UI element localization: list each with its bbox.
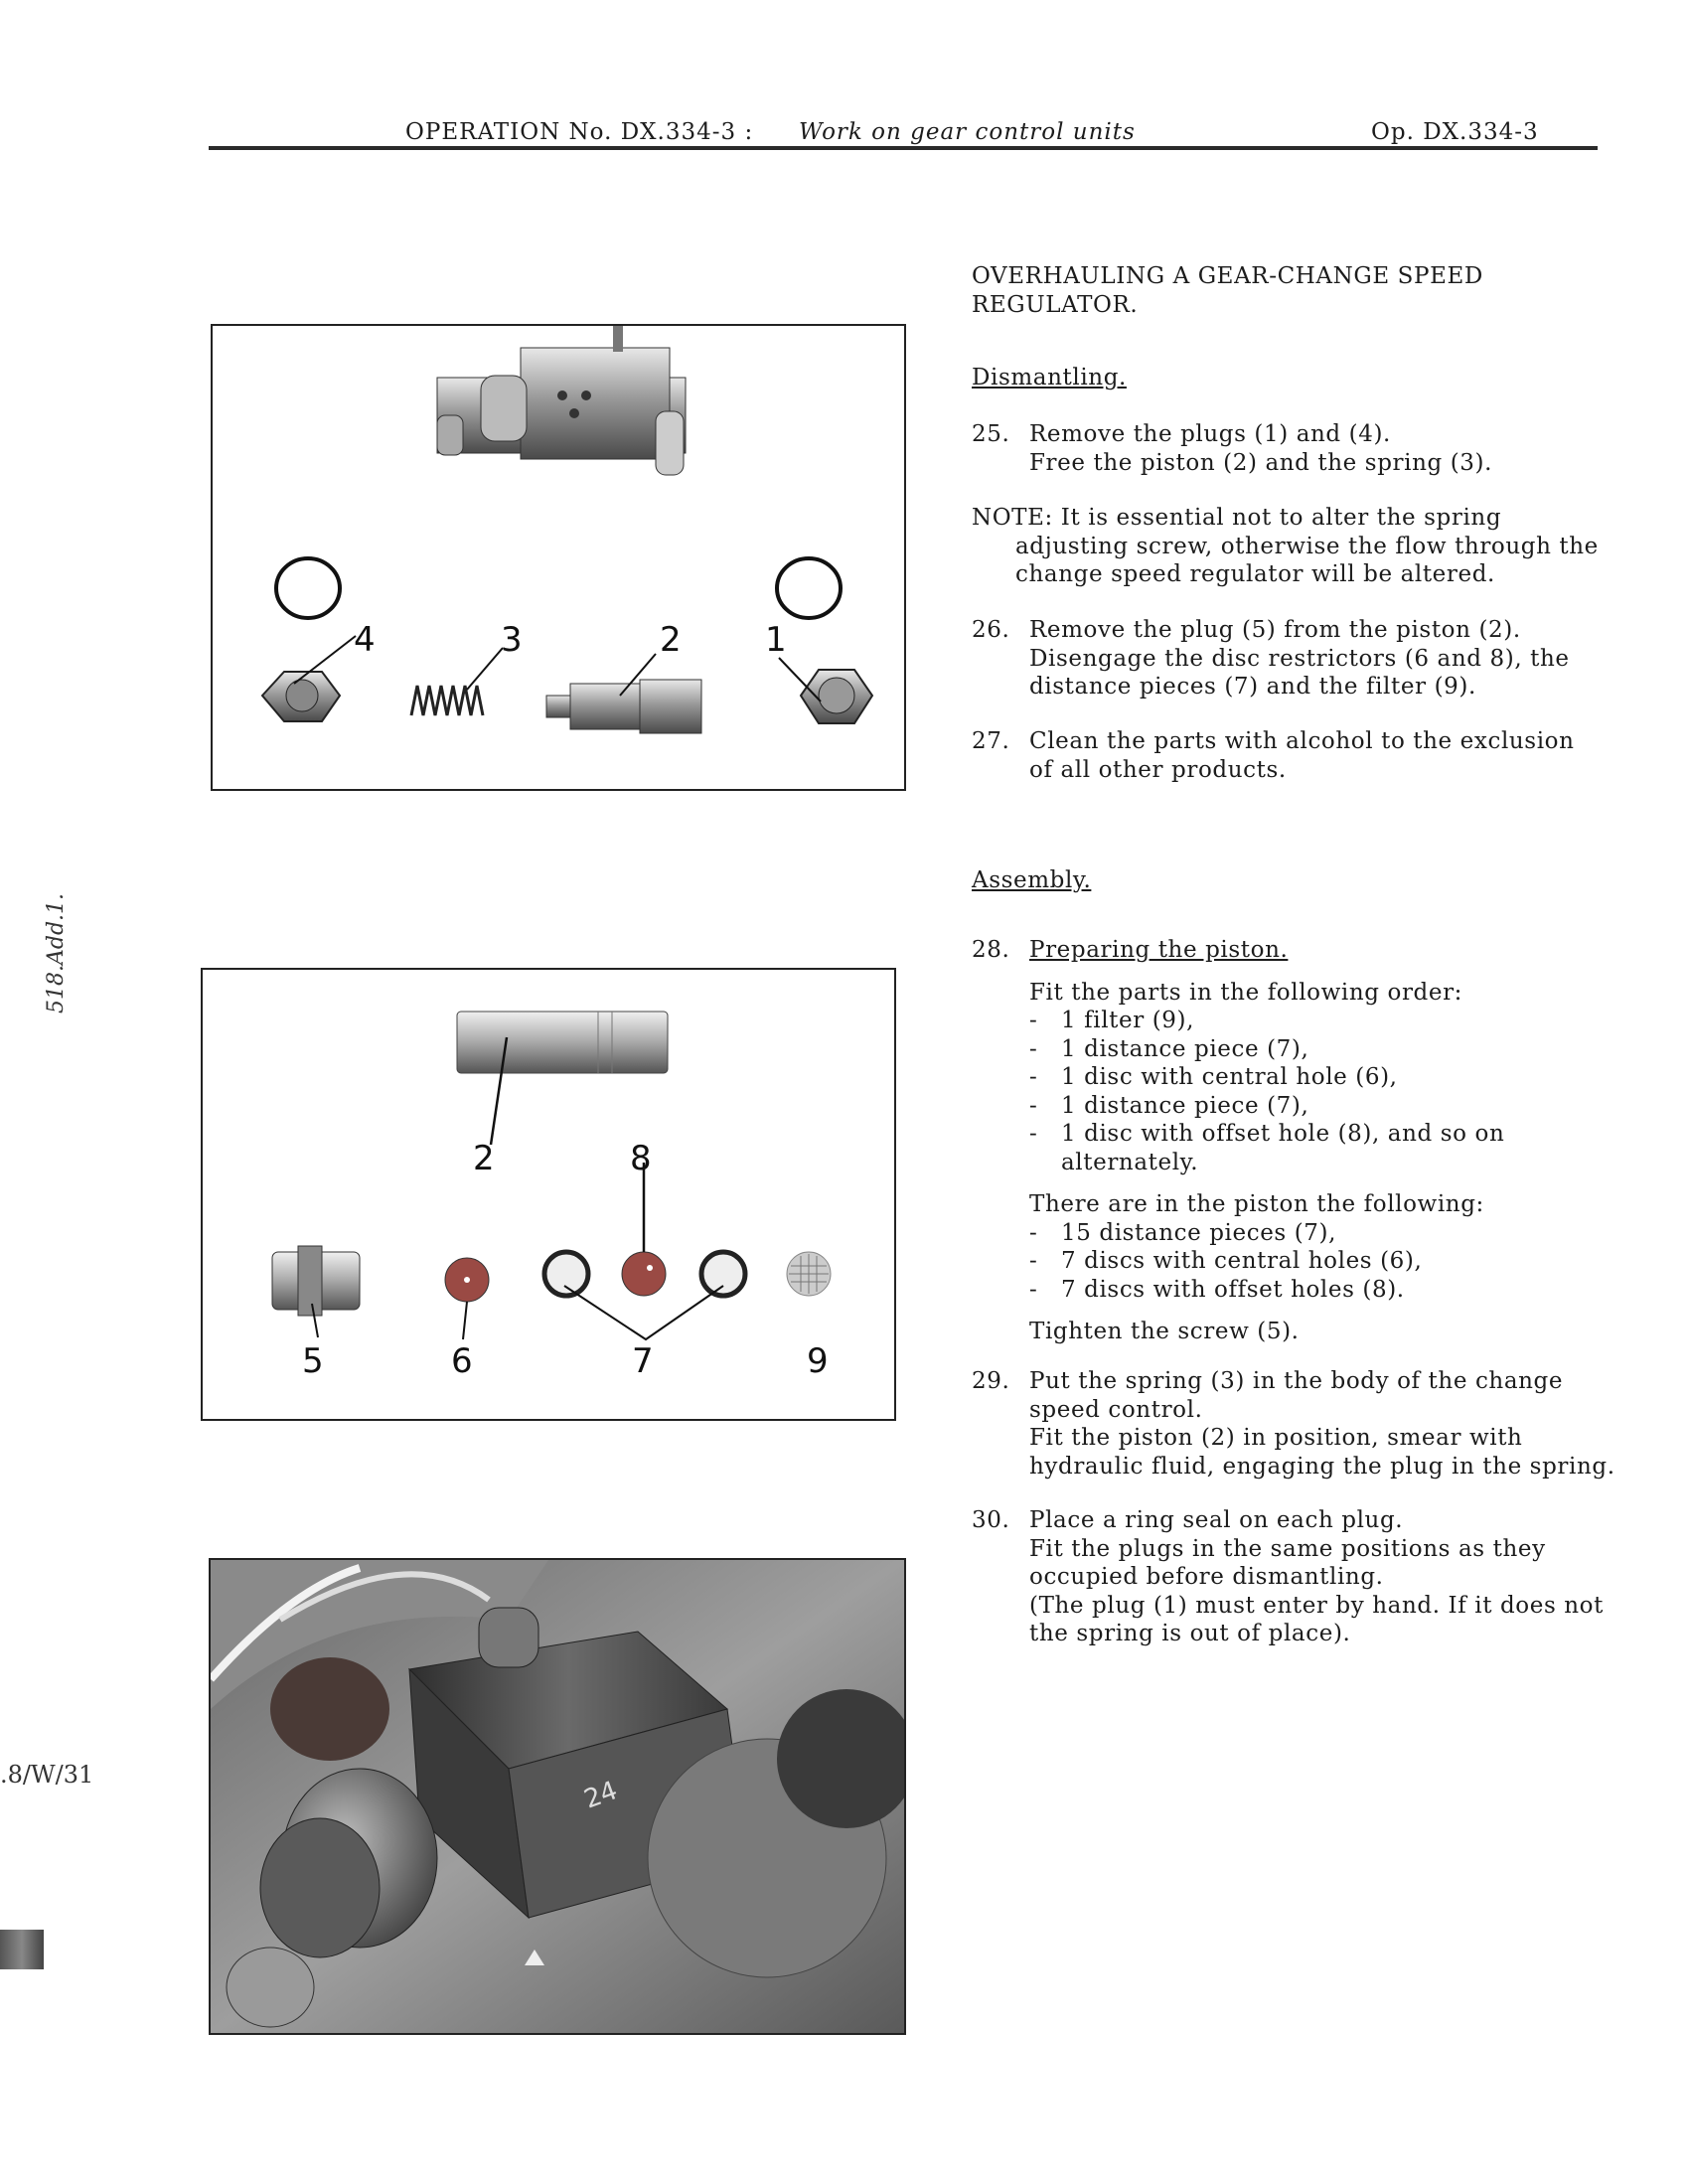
order-item-3: - 1 disc with central hole (6),	[1029, 1064, 1398, 1090]
header-op-ref: Op. DX.334-3	[1371, 119, 1539, 145]
note-label: NOTE:	[972, 505, 1053, 531]
step-28-number: 28.	[972, 937, 1010, 963]
step-26-line-3: distance pieces (7) and the filter (9).	[1029, 674, 1476, 700]
figure2-label-9: 9	[807, 1341, 829, 1381]
figure-regulator-parts-drawing	[213, 326, 904, 789]
step-26-number: 26.	[972, 617, 1010, 643]
header-subtitle: Work on gear control units	[799, 119, 1136, 145]
order-item-5: - 1 disc with offset hole (8), and so on	[1029, 1121, 1505, 1147]
step-29-number: 29.	[972, 1368, 1010, 1394]
step-30-line-1: Place a ring seal on each plug.	[1029, 1507, 1404, 1533]
step-25-line-2: Free the piston (2) and the spring (3).	[1029, 449, 1493, 476]
contents-intro: There are in the piston the following:	[1029, 1191, 1484, 1217]
step-30	[972, 1506, 1627, 1648]
order-item-2: - 1 distance piece (7),	[1029, 1035, 1309, 1062]
note-line-2: adjusting screw, otherwise the flow through the	[1015, 533, 1599, 559]
heading-line-2: REGULATOR.	[972, 291, 1139, 318]
figure2-label-7: 7	[632, 1341, 654, 1381]
margin-mark	[0, 1930, 44, 1969]
side-page-code: .8/W/31	[0, 1761, 94, 1789]
step-26	[972, 616, 1627, 702]
figure1-label-4: 4	[354, 620, 376, 660]
step-28-title: Preparing the piston.	[1029, 937, 1289, 963]
contents-item-3: - 7 discs with offset holes (8).	[1029, 1276, 1405, 1303]
note	[972, 504, 1627, 589]
step-25-number: 25.	[972, 421, 1010, 447]
dismantling-heading: Dismantling.	[972, 365, 1127, 390]
step-28-intro: Fit the parts in the following order:	[1029, 979, 1463, 1006]
contents-item-2: - 7 discs with central holes (6),	[1029, 1248, 1423, 1274]
step-25-line-1: Remove the plugs (1) and (4).	[1029, 421, 1391, 447]
step-30-line-5: the spring is out of place).	[1029, 1621, 1351, 1646]
figure-regulator-parts	[211, 324, 906, 791]
order-item-1: - 1 filter (9),	[1029, 1008, 1195, 1033]
step-26-line-1: Remove the plug (5) from the piston (2).	[1029, 617, 1521, 643]
section-heading	[972, 262, 1568, 319]
header-rule	[209, 146, 1598, 150]
order-item-4: - 1 distance piece (7),	[1029, 1092, 1309, 1119]
step-29-line-3: Fit the piston (2) in position, smear with	[1029, 1425, 1523, 1451]
step-29-line-4: hydraulic fluid, engaging the plug in the spring.	[1029, 1453, 1615, 1480]
figure-installed-regulator	[209, 1558, 906, 2035]
figure2-label-6: 6	[451, 1341, 473, 1381]
figure-piston-components	[201, 968, 896, 1421]
figure-installed-regulator-drawing	[211, 1560, 904, 2033]
step-27-number: 27.	[972, 728, 1010, 754]
figure1-label-1: 1	[765, 620, 787, 660]
step-28	[972, 936, 1627, 1346]
side-vertical-label: 518.Add.1.	[44, 892, 69, 1014]
tighten-screw: Tighten the screw (5).	[1029, 1319, 1300, 1344]
figure1-label-2: 2	[660, 620, 682, 660]
figure2-label-5: 5	[302, 1341, 324, 1381]
contents-item-1: - 15 distance pieces (7),	[1029, 1219, 1337, 1246]
figure2-label-2: 2	[473, 1139, 495, 1178]
assembly-heading: Assembly.	[972, 867, 1092, 893]
step-25	[972, 420, 1627, 477]
figure2-label-8: 8	[630, 1139, 652, 1178]
step-26-line-2: Disengage the disc restrictors (6 and 8), the	[1029, 645, 1570, 672]
step-30-number: 30.	[972, 1507, 1010, 1533]
step-27-line-1: Clean the parts with alcohol to the exclusion	[1029, 728, 1575, 754]
step-30-line-2: Fit the plugs in the same positions as they	[1029, 1535, 1546, 1562]
order-tail: alternately.	[1061, 1149, 1199, 1175]
heading-line-1: OVERHAULING A GEAR-CHANGE SPEED	[972, 263, 1483, 289]
step-29-line-2: speed control.	[1029, 1396, 1203, 1423]
figure1-label-3: 3	[501, 620, 523, 660]
header-title: OPERATION No. DX.334-3 :	[405, 119, 754, 145]
step-29	[972, 1367, 1627, 1481]
figure3-marking: 24	[580, 1776, 622, 1815]
note-line-1: It is essential not to alter the spring	[1060, 505, 1502, 531]
step-27-line-2: of all other products.	[1029, 756, 1287, 783]
note-line-3: change speed regulator will be altered.	[1015, 561, 1495, 587]
step-27	[972, 727, 1627, 784]
step-30-line-4: (The plug (1) must enter by hand. If it does not	[1029, 1592, 1604, 1619]
step-30-line-3: occupied before dismantling.	[1029, 1564, 1384, 1590]
step-29-line-1: Put the spring (3) in the body of the change	[1029, 1368, 1564, 1394]
